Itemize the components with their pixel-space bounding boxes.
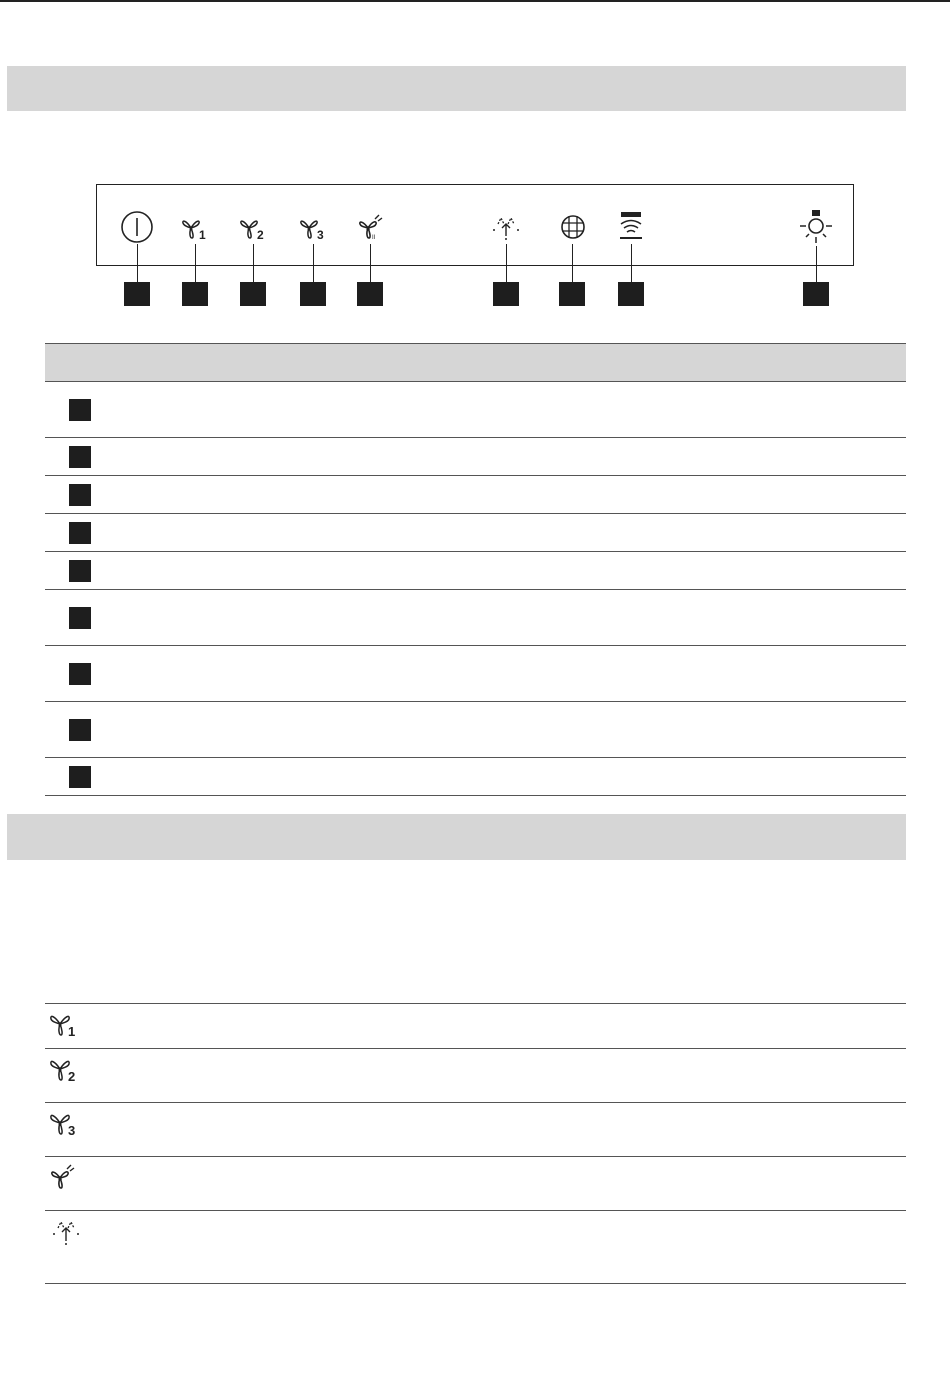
section-header-band-2 bbox=[7, 814, 906, 860]
leader-line bbox=[313, 244, 314, 282]
callout-box bbox=[124, 282, 150, 306]
row-marker bbox=[69, 484, 91, 506]
svg-text:1: 1 bbox=[68, 1024, 76, 1039]
steam-sensor-icon bbox=[49, 1216, 83, 1246]
section-header-band-1 bbox=[7, 66, 906, 111]
svg-text:2: 2 bbox=[68, 1069, 76, 1084]
fan-speed-3-icon[interactable] bbox=[298, 214, 330, 242]
table-row bbox=[45, 1049, 906, 1103]
row-marker bbox=[69, 560, 91, 582]
table-row bbox=[45, 552, 906, 590]
leader-line bbox=[195, 244, 196, 282]
leader-line bbox=[631, 244, 632, 282]
table-row bbox=[45, 646, 906, 702]
table-row bbox=[45, 1211, 906, 1284]
callout-box bbox=[240, 282, 266, 306]
callout-box bbox=[559, 282, 585, 306]
table-row bbox=[45, 702, 906, 758]
row-marker bbox=[69, 607, 91, 629]
svg-text:3: 3 bbox=[317, 228, 324, 242]
svg-text:1: 1 bbox=[199, 228, 206, 242]
row-marker bbox=[69, 522, 91, 544]
svg-text:2: 2 bbox=[257, 228, 264, 242]
fan-speed-2-icon bbox=[49, 1054, 83, 1084]
power-icon[interactable] bbox=[120, 210, 154, 244]
leader-line bbox=[816, 246, 817, 282]
grease-filter-icon[interactable] bbox=[559, 213, 587, 241]
fan-boost-icon[interactable] bbox=[356, 212, 386, 242]
fan-mode-table bbox=[45, 1003, 906, 1284]
leader-line bbox=[572, 244, 573, 282]
leader-line bbox=[370, 244, 371, 282]
fan-speed-1-icon bbox=[49, 1009, 83, 1039]
table-row bbox=[45, 590, 906, 646]
leader-line bbox=[137, 244, 138, 282]
callout-box bbox=[493, 282, 519, 306]
row-marker bbox=[69, 719, 91, 741]
table-row bbox=[45, 1157, 906, 1211]
top-rule bbox=[0, 0, 950, 2]
callout-box bbox=[182, 282, 208, 306]
row-marker bbox=[69, 663, 91, 685]
callout-box bbox=[357, 282, 383, 306]
fan-speed-1-icon[interactable] bbox=[180, 214, 212, 242]
control-description-table bbox=[45, 343, 906, 796]
light-icon[interactable] bbox=[798, 208, 834, 246]
table-row bbox=[45, 476, 906, 514]
svg-text:II: II bbox=[372, 235, 376, 241]
callout-box bbox=[803, 282, 829, 306]
leader-line bbox=[506, 244, 507, 282]
callout-box bbox=[618, 282, 644, 306]
hob-connection-icon[interactable] bbox=[617, 210, 645, 242]
table-row bbox=[45, 438, 906, 476]
table-row bbox=[45, 1004, 906, 1049]
fan-speed-3-icon bbox=[49, 1108, 83, 1138]
row-marker bbox=[69, 399, 91, 421]
table-header bbox=[45, 343, 906, 382]
fan-boost-icon bbox=[49, 1162, 83, 1192]
table-row bbox=[45, 758, 906, 796]
table-row bbox=[45, 382, 906, 438]
row-marker bbox=[69, 446, 91, 468]
steam-sensor-icon[interactable] bbox=[490, 212, 522, 240]
table-row bbox=[45, 514, 906, 552]
table-row bbox=[45, 1103, 906, 1157]
svg-text:3: 3 bbox=[68, 1123, 76, 1138]
row-marker bbox=[69, 766, 91, 788]
fan-speed-2-icon[interactable] bbox=[238, 214, 270, 242]
callout-box bbox=[300, 282, 326, 306]
leader-line bbox=[253, 244, 254, 282]
